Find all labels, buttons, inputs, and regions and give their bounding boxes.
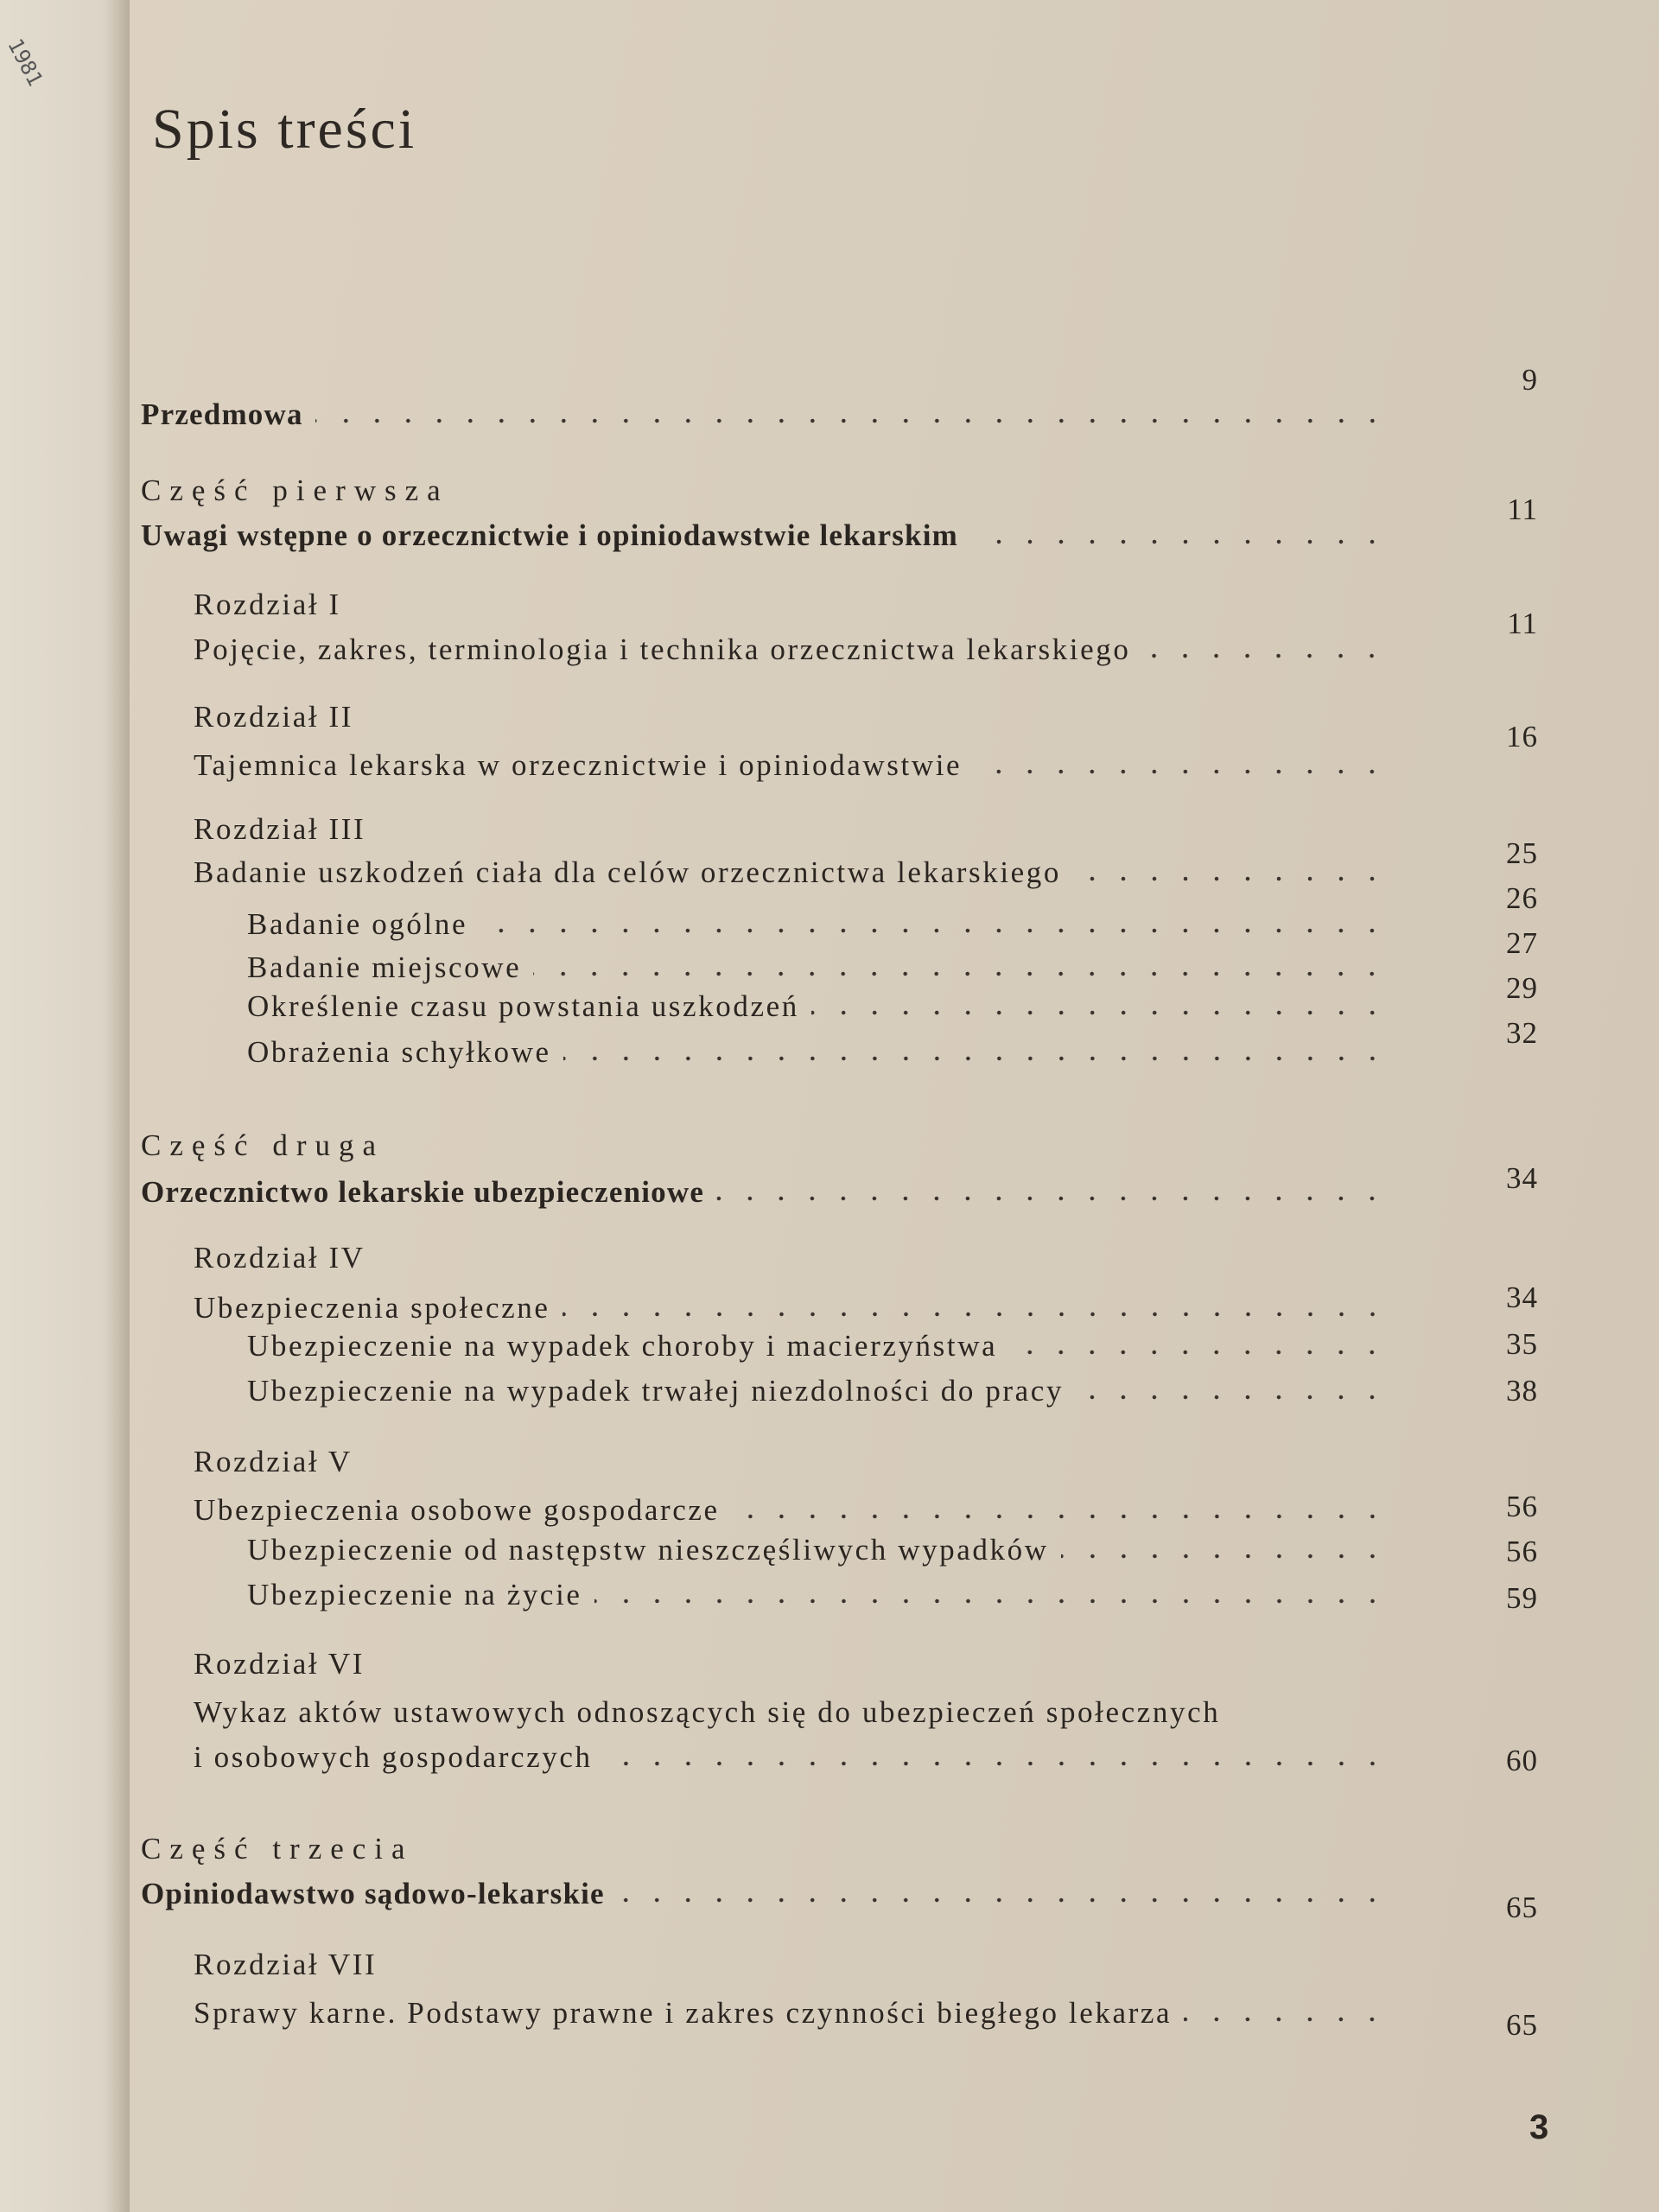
dot-leader [811,1009,1388,1016]
dot-leader [1142,652,1388,659]
toc-entry-title: Ubezpieczenia społeczne [194,1291,550,1325]
toc-entry-title: Ubezpieczenie na wypadek trwałej niezdolności do pracy [247,1374,1065,1408]
dot-leader [974,768,1388,775]
toc-entry-title: Ubezpieczenie od następstw nieszczęśliwych wypadków [247,1533,1049,1567]
toc-page-number: 27 [1506,926,1538,960]
dot-leader [617,1897,1388,1904]
toc-page-number: 29 [1506,971,1538,1005]
toc-chapter [194,1291,1400,1325]
toc-part-label [141,1832,1400,1866]
margin-note: 1981 [3,35,48,91]
toc-chapter-label [194,1241,1400,1275]
toc-entry-title: Sprawy karne. Podstawy prawne i zakres czynności biegłego lekarza [194,1996,1173,2030]
toc-entry-title: Rozdział VII [194,1948,378,1981]
dot-leader [1076,1394,1388,1401]
toc-entry-title: Część trzecia [141,1832,414,1866]
toc-page-number: 34 [1506,1281,1538,1314]
toc-chapter [194,855,1400,890]
dot-leader [605,1760,1388,1767]
toc-entry-title: Rozdział V [194,1445,353,1478]
page-number: 3 [1529,2108,1549,2146]
toc-section [247,1578,1400,1612]
toc-section [247,1533,1400,1567]
toc-entry-title: Badanie ogólne [247,907,468,941]
toc-chapter [194,632,1400,667]
toc-entry-title: Uwagi wstępne o orzecznictwie i opiniodawstwie lekarskim [141,518,958,552]
toc-page-number: 11 [1507,607,1538,640]
toc-entry-title: Pojęcie, zakres, terminologia i technika orzecznictwa lekarskiego [194,632,1131,666]
toc-chapter [194,1740,1400,1775]
toc-chapter-label [194,1445,1400,1479]
toc-page-number: 65 [1506,1891,1538,1924]
toc-chapter-label [194,1647,1400,1681]
toc-chapter [194,1493,1400,1528]
toc-entry-title: Ubezpieczenie na wypadek choroby i macierzyństwa [247,1329,998,1363]
dot-leader [563,1311,1389,1318]
toc-page-number: 26 [1506,881,1538,915]
toc-page-number: 25 [1506,836,1538,870]
dot-leader [1184,2016,1388,2023]
toc-entry-title: Rozdział IV [194,1241,365,1274]
toc-entry-title: Wykaz aktów ustawowych odnoszących się do ubezpieczeń społecznych [194,1695,1221,1729]
toc-chapter-line [194,1695,1400,1730]
toc-entry-title: Część druga [141,1128,385,1162]
dot-leader [594,1598,1388,1605]
toc-page-number: 60 [1506,1744,1538,1777]
toc-section [247,950,1400,985]
toc-page-number: 59 [1506,1581,1538,1615]
toc-page-number: 56 [1506,1535,1538,1568]
toc-page-number: 16 [1506,720,1538,753]
dot-leader [970,538,1388,545]
dot-leader [716,1195,1388,1202]
dot-leader [1073,875,1388,882]
toc-part-label [141,1128,1400,1163]
toc-chapter-label [194,588,1400,622]
toc-entry-title: Ubezpieczenia osobowe gospodarcze [194,1493,720,1527]
toc-entry-title: Orzecznictwo lekarskie ubezpieczeniowe [141,1175,705,1209]
toc-page-number: 34 [1506,1161,1538,1195]
dot-leader [563,1055,1388,1062]
toc-page-number: 32 [1506,1016,1538,1050]
dot-leader [1061,1553,1388,1560]
toc-entry-title: Opiniodawstwo sądowo-lekarskie [141,1877,605,1910]
toc-entry-title: Określenie czasu powstania uszkodzeń [247,989,799,1023]
toc-chapter-label [194,700,1400,734]
toc-chapter [194,748,1400,783]
toc-chapter [194,1996,1400,2031]
toc-page-number: 9 [1522,363,1538,397]
toc-part-title [141,518,1400,553]
toc-page-number: 65 [1506,2008,1538,2042]
toc-entry-title: Tajemnica lekarska w orzecznictwie i opiniodawstwie [194,748,963,782]
toc-section [247,989,1400,1024]
toc-entry-title: i osobowych gospodarczych [194,1740,593,1774]
toc-section [247,1035,1400,1070]
toc-entry-title: Rozdział III [194,812,366,846]
previous-page-edge [0,0,130,2212]
toc-entry-title: Badanie miejscowe [247,950,522,984]
toc-chapter-label [194,812,1400,847]
toc-part-label [141,474,1400,508]
toc-section [247,1374,1400,1408]
toc-entry-title: Obrażenia schyłkowe [247,1035,551,1069]
toc-part-title [141,397,1400,432]
toc-section [247,907,1400,942]
toc-entry-title: Rozdział I [194,588,341,621]
toc-entry-title: Badanie uszkodzeń ciała dla celów orzecznictwa lekarskiego [194,855,1061,889]
toc-page-number: 11 [1507,493,1538,526]
dot-leader [480,927,1388,934]
toc-page-number: 38 [1506,1374,1538,1408]
toc-entry-title: Ubezpieczenie na życie [247,1578,582,1611]
toc-page-number: 35 [1506,1327,1538,1361]
dot-leader [732,1513,1388,1520]
toc-entry-title: Część pierwsza [141,474,449,507]
page-title: Spis treści [152,98,417,161]
dot-leader [1009,1349,1388,1356]
toc-part-title [141,1175,1400,1210]
toc-page-number: 56 [1506,1490,1538,1523]
toc-part-title [141,1877,1400,1911]
dot-leader [315,417,1388,424]
toc-entry-title: Przedmowa [141,397,303,431]
toc-chapter-label [194,1948,1400,1982]
toc-section [247,1329,1400,1363]
toc-entry-title: Rozdział II [194,700,354,734]
toc-entry-title: Rozdział VI [194,1647,365,1681]
dot-leader [533,970,1388,977]
